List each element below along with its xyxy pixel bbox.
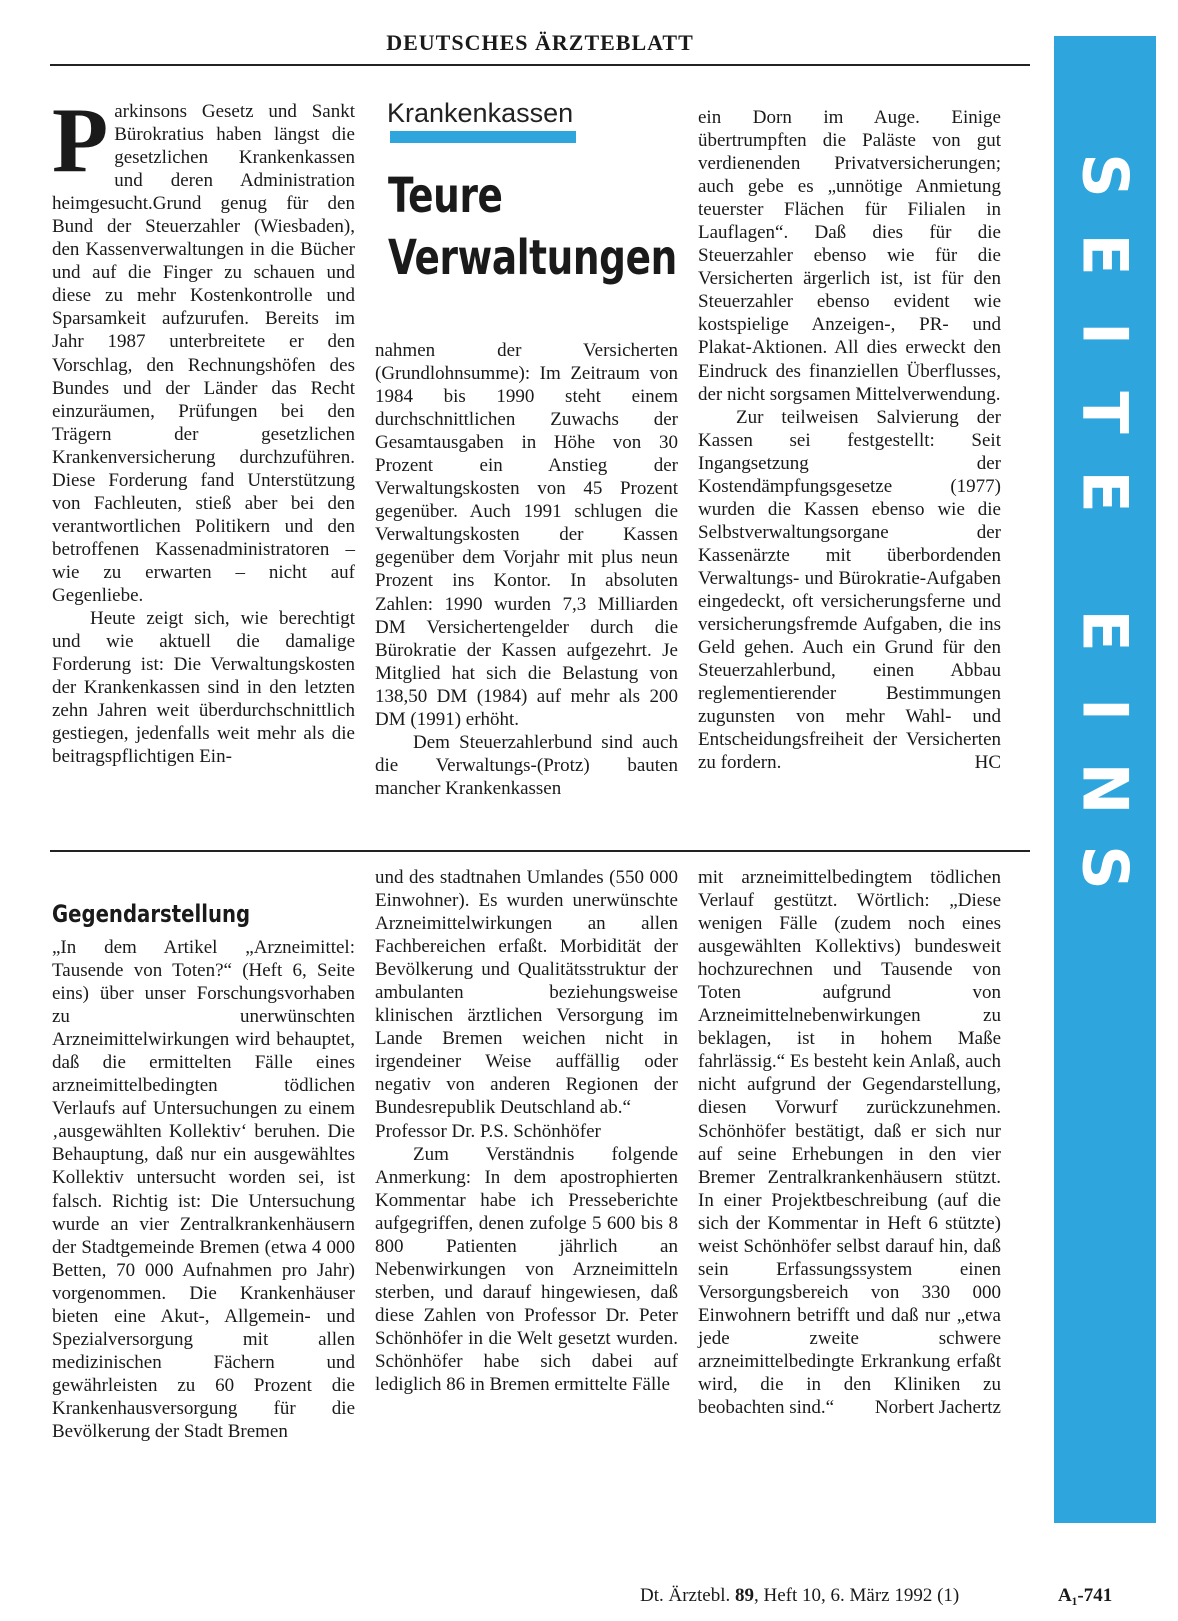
citation-volume: 89 (734, 1585, 754, 1606)
article2-column-3 (698, 866, 1001, 1419)
footer-citation (640, 1585, 959, 1607)
article-divider (50, 850, 1030, 852)
sidebar-letter: T (1068, 391, 1142, 434)
sidebar-letter: N (1068, 762, 1142, 815)
article1-paragraph (52, 89, 355, 607)
article2-author: Professor Dr. P.S. Schönhöfer (375, 1120, 601, 1142)
sidebar-letter: S (1068, 153, 1142, 198)
headline-line-1: Teure (388, 168, 503, 224)
article1-col3-text: Zur teilweisen Salvierung der Kassen sei festgestellt: Seit Ingangsetzung der Kostendämpfungsgesetze (1977) wurden die Kassen ebenso wie die Selbstverwaltungsorgane der Kassenärzte mit überbordenden Verwaltungs- und Bürokratie-Aufgaben eingedeckt, oft versicherungsferne und versicherungsfremde Aufgaben, die ins Geld gehen. Auch ein Grund für den Steuerzahlerbund, einen Abbau reglementierender Bestimmungen zugunsten von mehr Wahl- und Entscheidungsfreiheit der Versicherten zu fordern. (698, 406, 1001, 774)
sidebar-letters (1054, 136, 1156, 907)
article1-column-1 (52, 89, 355, 768)
section-sidebar (1054, 36, 1156, 1523)
dropcap: P (52, 89, 109, 191)
article2-signature: Norbert Jachertz (874, 1397, 1001, 1419)
article2-paragraph: „In dem Artikel „Arzneimittel: Tausende von Toten?“ (Heft 6, Seite eins) über unser Forschungsvorhaben zu unerwünschten Arzneimittelwirkungen wird behauptet, daß die ermittelten Fälle eines arzneimittelbedingten tödlichen Verlaufs auf Untersuchungen zu einem ‚ausgewählten Kollektiv‘ beruhen. Die Behauptung, daß nur ein ausgewähltes Kollektiv untersucht worden sei, ist falsch. Richtig ist: Die Untersuchung wurde an vier Zentralkrankenhäusern der Stadtgemeinde Bremen (etwa 4 000 Betten, 70 000 Aufnahmen pro Jahr) vorgenommen. Die Krankenhäuser bieten eine Akut-, Allgemein- und Spezialversorgung mit allen medizinischen Fächern und gewährleisten zu 60 Prozent die Krankenhausversorgung für die Bevölkerung der Stadt Bremen (52, 937, 355, 1442)
citation-suffix: , Heft 10, 6. März 1992 (1) (753, 1585, 960, 1606)
article1-column-3 (698, 106, 1001, 774)
article1-paragraph: Dem Steuerzahlerbund sind auch die Verwaltungs-(Protz) bauten mancher Krankenkassen (375, 731, 678, 799)
article2-paragraph (698, 866, 1001, 1419)
article-kicker: Krankenkassen (387, 98, 574, 128)
article2-column-2 (375, 866, 678, 1396)
article1-column-2 (375, 339, 678, 800)
sidebar-letter: I (1068, 321, 1142, 346)
kicker-bar (390, 131, 576, 143)
citation-prefix: Dt. Ärztebl. (640, 1585, 735, 1606)
sidebar-letter: E (1068, 609, 1142, 652)
sidebar-letter: I (1068, 697, 1142, 722)
article2-col3-text: mit arzneimittelbedingtem tödlichen Verlauf gestützt. Wörtlich: „Diese wenigen Fälle (zudem noch eines ausgewählten Kollektivs) bundesweit hochzurechnen und Tausende von Toten aufgrund von Arzneimittelnebenwirkungen zu beklagen, ist in hohem Maße fahrlässig.“ Es besteht kein Anlaß, auch nicht aufgrund der Gegendarstellung, diesen Vorwurf zurückzunehmen. Schönhöfer bestätigt, daß er sich nur auf seine Erhebungen in den vier Bremer Zentralkrankenhäusern stützt. In einer Projektbeschreibung (auf die sich der Kommentar in Heft 6 stützte) weist Schönhöfer selbst darauf hin, daß sein Erfassungssystem einen Versorgungsbereich von 330 000 Einwohnern betrifft und daß nur „etwa jede zweite schwere arzneimittelbedingte Erkrankung erfaßt wird, die in den Kliniken zu beobachten sind.“ (698, 867, 1001, 1419)
article1-paragraph: nahmen der Versicherten (Grundlohnsumme): Im Zeitraum von 1984 bis 1990 steht einem durchschnittlichen Zuwachs der Gesamtausgaben in Höhe von 30 Prozent ein Anstieg der Verwaltungskosten von 45 Prozent gegenüber. Auch 1991 schlugen die Verwaltungskosten der Kassen gegenüber dem Vorjahr mit plus neun Prozent ins Kontor. In absoluten Zahlen: 1990 wurden 7,3 Milliarden DM Versichertengelder durch die Bürokratie der Kassen aufgezehrt. Je Mitglied hat sich die Belastung von 138,50 DM (1984) auf mehr als 200 DM (1991) erhöht. (375, 340, 678, 730)
article-headline (388, 165, 677, 289)
headline-line-2: Verwaltungen (388, 230, 677, 286)
sidebar-letter: E (1068, 233, 1142, 276)
masthead-rule (50, 64, 1030, 66)
page-number: A₁-741 (1058, 1585, 1113, 1606)
article1-col1-text: arkinsons Gesetz und Sankt Bürokratius haben längst die gesetzlichen Krankenkassen und deren Administration heimgesucht.Grund genug für den Bund der Steuerzahler (Wiesbaden), den Kassenverwaltungen in die Bücher und auf die Finger zu schauen und diese zu mehr Kostenkontrolle und Sparsamkeit aufzurufen. Bereits im Jahr 1987 unterbreitete er den Vorschlag, den Rechnungshöfen des Bundes und der Länder das Recht einzuräumen, Prüfungen bei den Trägern der gesetzlichen Krankenversicherung durchzuführen. Diese Forderung fand Unterstützung von Fachleuten, stieß aber bei den verantwortlichen Politikern und den betroffenen Kassenadministratoren – wie zu erwarten – nicht auf Gegenliebe. (52, 101, 355, 606)
article2-paragraph: und des stadtnahen Umlandes (550 000 Einwohner). Es wurden unerwünschte Arzneimittelwirkungen an allen Fachbereichen erfaßt. Morbidität der Bevölkerung und Qualitätsstruktur der ambulanten beziehungsweise klinischen ärztlichen Versorgung im Lande Bremen weichen nicht in irgendeiner Weise auffällig oder negativ von anderen Regionen der Bundesrepublik Deutschland ab.“ (375, 867, 678, 1119)
article2-paragraph: Zum Verständnis folgende Anmerkung: In dem apostrophierten Kommentar habe ich Presseberichte aufgegriffen, denen zufolge 5 600 bis 8 800 Patienten jährlich an Nebenwirkungen von Arzneimitteln sterben, und darauf hingewiesen, daß diese Zahlen von Professor Dr. Peter Schönhöfer in die Welt gesetzt wurden. Schönhöfer habe sich dabei auf lediglich 86 in Bremen ermittelte Fälle (375, 1143, 678, 1396)
article2-subhead: Gegendarstellung (52, 900, 251, 928)
article1-signature: HC (974, 752, 1001, 774)
article1-paragraph: Heute zeigt sich, wie berechtigt und wie aktuell die damalige Forderung ist: Die Verwaltungskosten der Krankenkassen sind in den letzten zehn Jahren weit überdurchschnittlich gestiegen, jedenfalls weit mehr als die beitragspflichtigen Ein- (52, 608, 355, 768)
article2-column-1 (52, 936, 355, 1443)
article1-paragraph: ein Dorn im Auge. Einige übertrumpften die Paläste von gut verdienenden Privatversicherungen; auch gebe es „unnötige Anmietung teuerster Flächen für Filialen in Lauflagen“. Daß dies für die Steuerzahler ebenso wie für die Versicherten ärgerlich ist, ist für den Steuerzahler ebenso evident wie kostspielige Anzeigen-, PR- und Plakat-Aktionen. All dies erweckt den Eindruck des finanziellen Überflusses, der nicht sorgsamen Mittelverwendung. (698, 107, 1001, 405)
sidebar-letter: S (1068, 845, 1142, 890)
sidebar-letter: E (1068, 470, 1142, 513)
article1-paragraph (698, 406, 1001, 775)
masthead: DEUTSCHES ÄRZTEBLATT (386, 30, 694, 55)
